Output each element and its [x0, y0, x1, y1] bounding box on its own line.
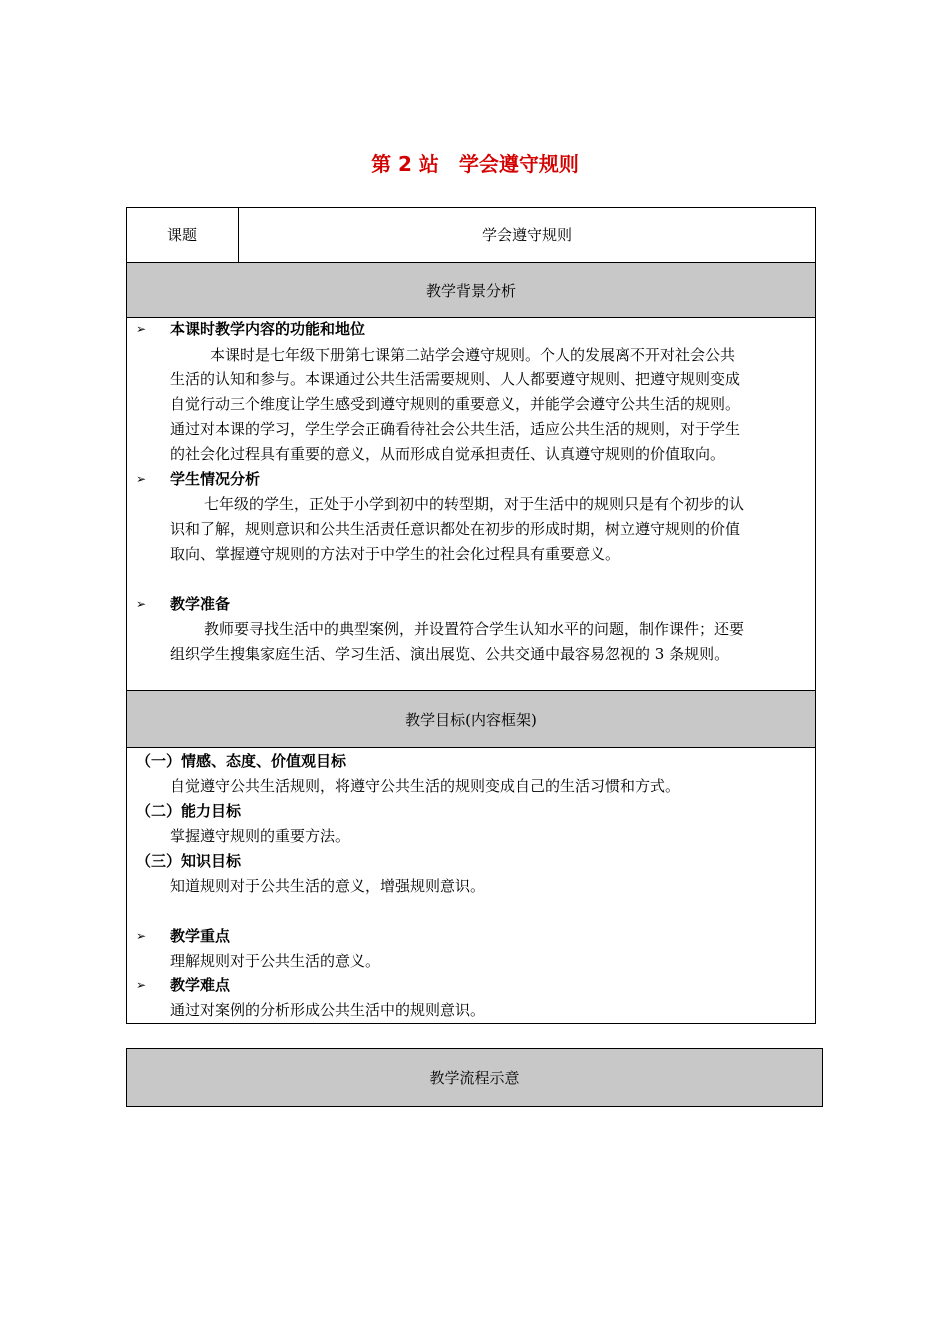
goal-title: （二）能力目标: [136, 802, 242, 820]
paragraph-line: 生活的认知和参与。本课通过公共生活需要规则、人人都要遵守规则、把遵守规则变成: [170, 370, 741, 388]
flow-section-heading: 教学流程示意: [126, 1048, 823, 1107]
paragraph-line: 取向、掌握遵守规则的方法对于中学生的社会化过程具有重要意义。: [170, 545, 621, 563]
bullet-arrow-icon: ➢: [136, 322, 147, 336]
key-point-text: 理解规则对于公共生活的意义。: [170, 952, 381, 970]
difficulty-title: 教学难点: [170, 976, 231, 994]
paragraph-line: 识和了解，规则意识和公共生活责任意识都处在初步的形成时期，树立遵守规则的价值: [170, 520, 741, 538]
header-label: 课题: [166, 226, 197, 244]
item-title-preparation: 教学准备: [170, 595, 231, 613]
goal-text: 掌握遵守规则的重要方法。: [170, 827, 351, 845]
goal-title: （一）情感、态度、价值观目标: [136, 752, 347, 770]
difficulty-text: 通过对案例的分析形成公共生活中的规则意识。: [170, 1001, 486, 1019]
bullet-arrow-icon: ➢: [136, 472, 147, 486]
bullet-arrow-icon: ➢: [136, 978, 147, 992]
key-point-title: 教学重点: [170, 927, 231, 945]
paragraph-line: 的社会化过程具有重要的意义，从而形成自觉承担责任、认真遵守规则的价值取向。: [170, 445, 726, 463]
header-value: 学会遵守规则: [481, 226, 572, 244]
paragraph-line: 自觉行动三个维度让学生感受到遵守规则的重要意义，并能学会遵守公共生活的规则。: [170, 395, 741, 413]
item-title-function: 本课时教学内容的功能和地位: [170, 320, 366, 338]
paragraph-line: 通过对本课的学习，学生学会正确看待社会公共生活，适应公共生活的规则，对于学生: [170, 420, 741, 438]
goal-title: （三）知识目标: [136, 852, 242, 870]
paragraph-line: 七年级的学生，正处于小学到初中的转型期，对于生活中的规则只是有个初步的认: [204, 495, 745, 513]
paragraph-line: 本课时是七年级下册第七课第二站学会遵守规则。个人的发展离不开对社会公共: [210, 346, 736, 364]
section-heading-background: 教学目标(内容框架): [126, 690, 816, 748]
goal-text: 自觉遵守公共生活规则，将遵守公共生活的规则变成自己的生活习惯和方式。: [170, 777, 681, 795]
paragraph-line: 教师要寻找生活中的典型案例，并设置符合学生认知水平的问题，制作课件；还要: [204, 620, 745, 638]
paragraph-line: 组织学生搜集家庭生活、学习生活、演出展览、公共交通中最容易忽视的 3 条规则。: [170, 645, 730, 663]
bullet-arrow-icon: ➢: [136, 929, 147, 943]
bullet-arrow-icon: ➢: [136, 597, 147, 611]
section-heading-background: 教学背景分析: [126, 262, 816, 318]
item-title-students: 学生情况分析: [170, 470, 261, 488]
goal-text: 知道规则对于公共生活的意义，增强规则意识。: [170, 877, 486, 895]
page-title: 第 2 站 学会遵守规则: [371, 152, 579, 176]
